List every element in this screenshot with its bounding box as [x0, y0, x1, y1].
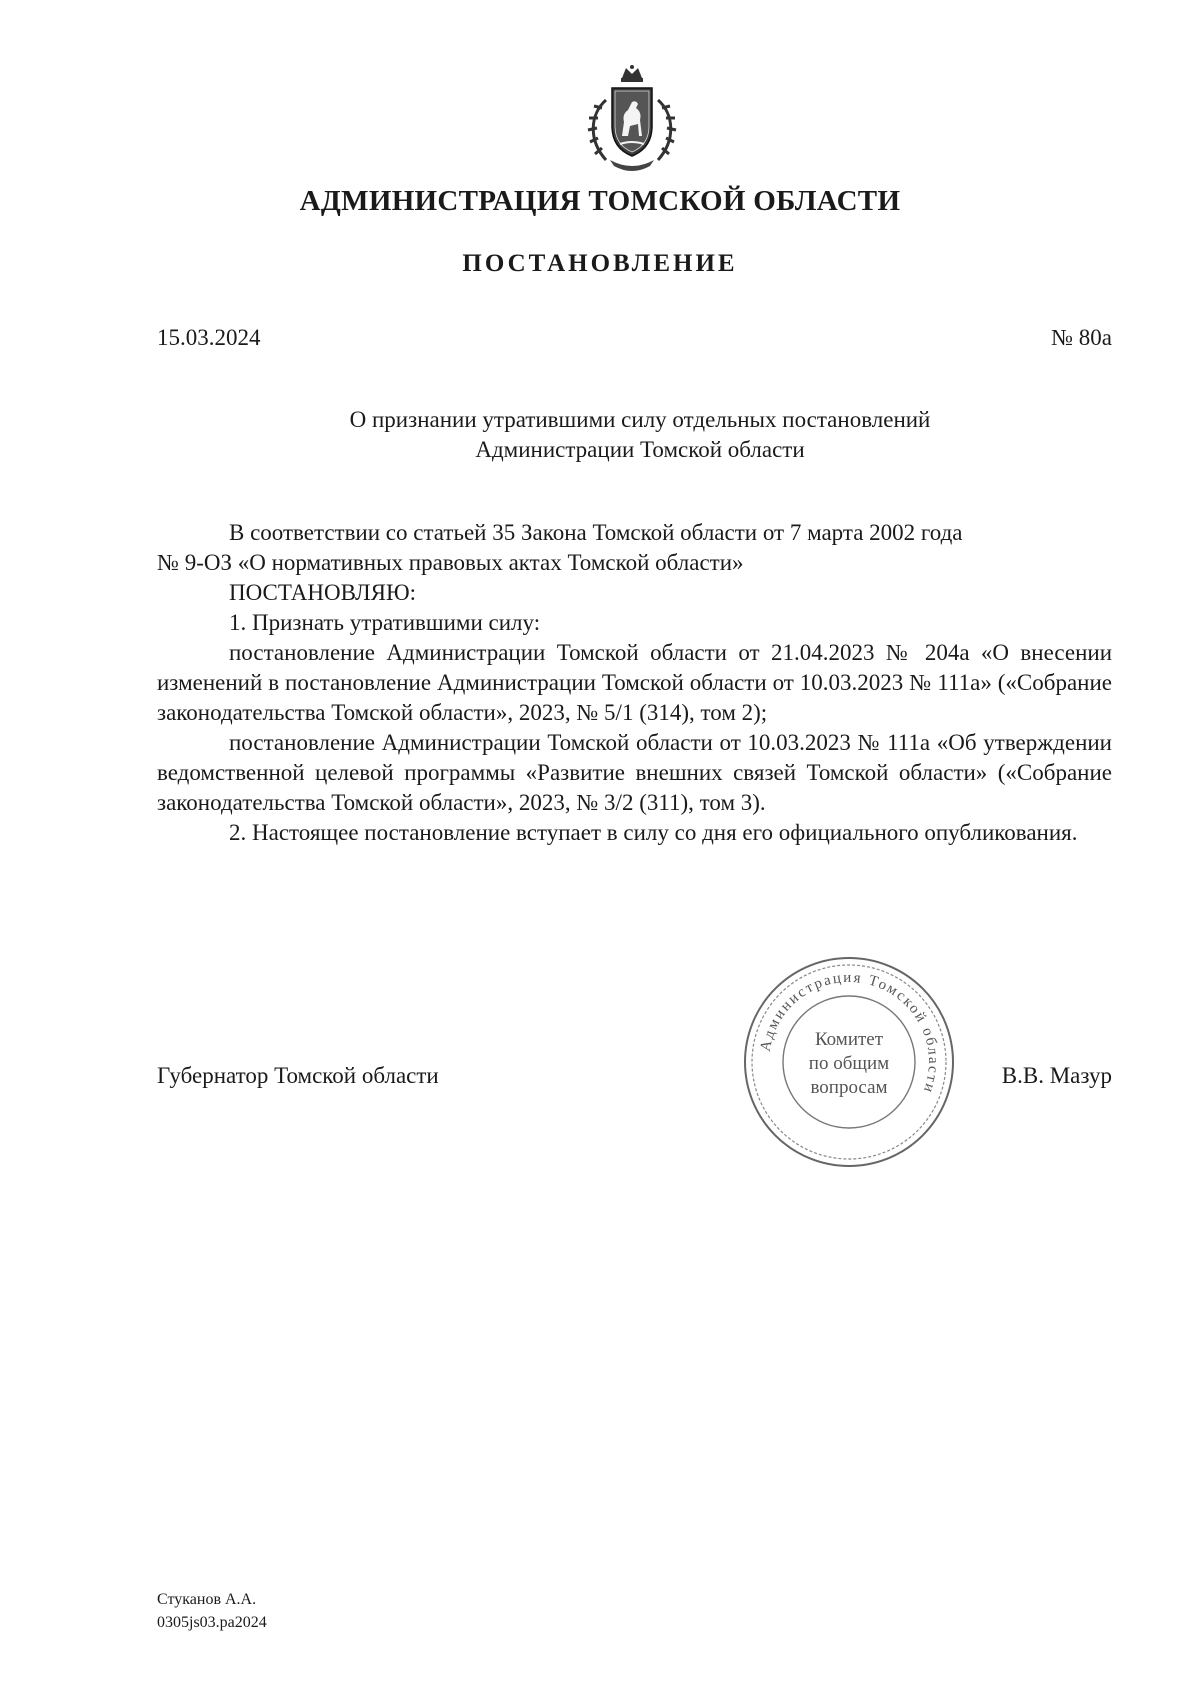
body-paragraph-1-continued: № 9-ОЗ «О нормативных правовых актах Томской области» [157, 550, 744, 575]
subject-line-2: Администрации Томской области [475, 437, 805, 462]
body-paragraph-1: В соответствии со статьей 35 Закона Томской области от 7 марта 2002 года [229, 520, 963, 545]
body-item-1-decree-b: постановление Администрации Томской области от 10.03.2023 № 111а «Об утверждении ведомственной целевой программы «Развитие внешних связей Томской области» («Собрание законодательства Томской области», 2023, № 3/2 (311), том 3). [157, 730, 1112, 815]
signatory-name: В.В. Мазур [1001, 1063, 1112, 1088]
footer-file-code: 0305js03.pa2024 [157, 1614, 267, 1631]
stamp-center-line-2: по общим [808, 1053, 890, 1074]
footer-note [157, 1588, 267, 1634]
document-number: № 80а [1051, 325, 1112, 350]
body-item-2: 2. Настоящее постановление вступает в силу со дня его официального опубликования. [229, 820, 1078, 845]
signatory-position: Губернатор Томской области [157, 1063, 439, 1088]
subject-line-1: О признании утратившими силу отдельных постановлений [349, 407, 931, 432]
body-item-1: 1. Признать утратившими силу: [229, 610, 541, 635]
document-type-title: ПОСТАНОВЛЕНИЕ [462, 250, 738, 277]
footer-executor: Стуканов А.А. [157, 1591, 257, 1608]
document-date: 15.03.2024 [157, 325, 261, 350]
tomsk-region-coat-of-arms-icon [576, 64, 688, 176]
body-resolution-word: ПОСТАНОВЛЯЮ: [229, 580, 417, 605]
stamp-center-line-1: Комитет [814, 1029, 884, 1050]
official-stamp [740, 953, 958, 1171]
organization-title: АДМИНИСТРАЦИЯ ТОМСКОЙ ОБЛАСТИ [299, 185, 901, 217]
body-item-1-decree-a: постановление Администрации Томской области от 21.04.2023 № 204а «О внесении изменений в постановление Администрации Томской области от 10.03.2023 № 111а» («Собрание законодательства Томской области», 2023, № 5/1 (314), том 2); [157, 640, 1112, 725]
document-subject [260, 405, 1020, 465]
stamp-center-line-3: вопросам [810, 1077, 888, 1098]
document-body [157, 518, 1112, 848]
stamp-ring-text: Администрация Томской области [757, 969, 942, 1097]
